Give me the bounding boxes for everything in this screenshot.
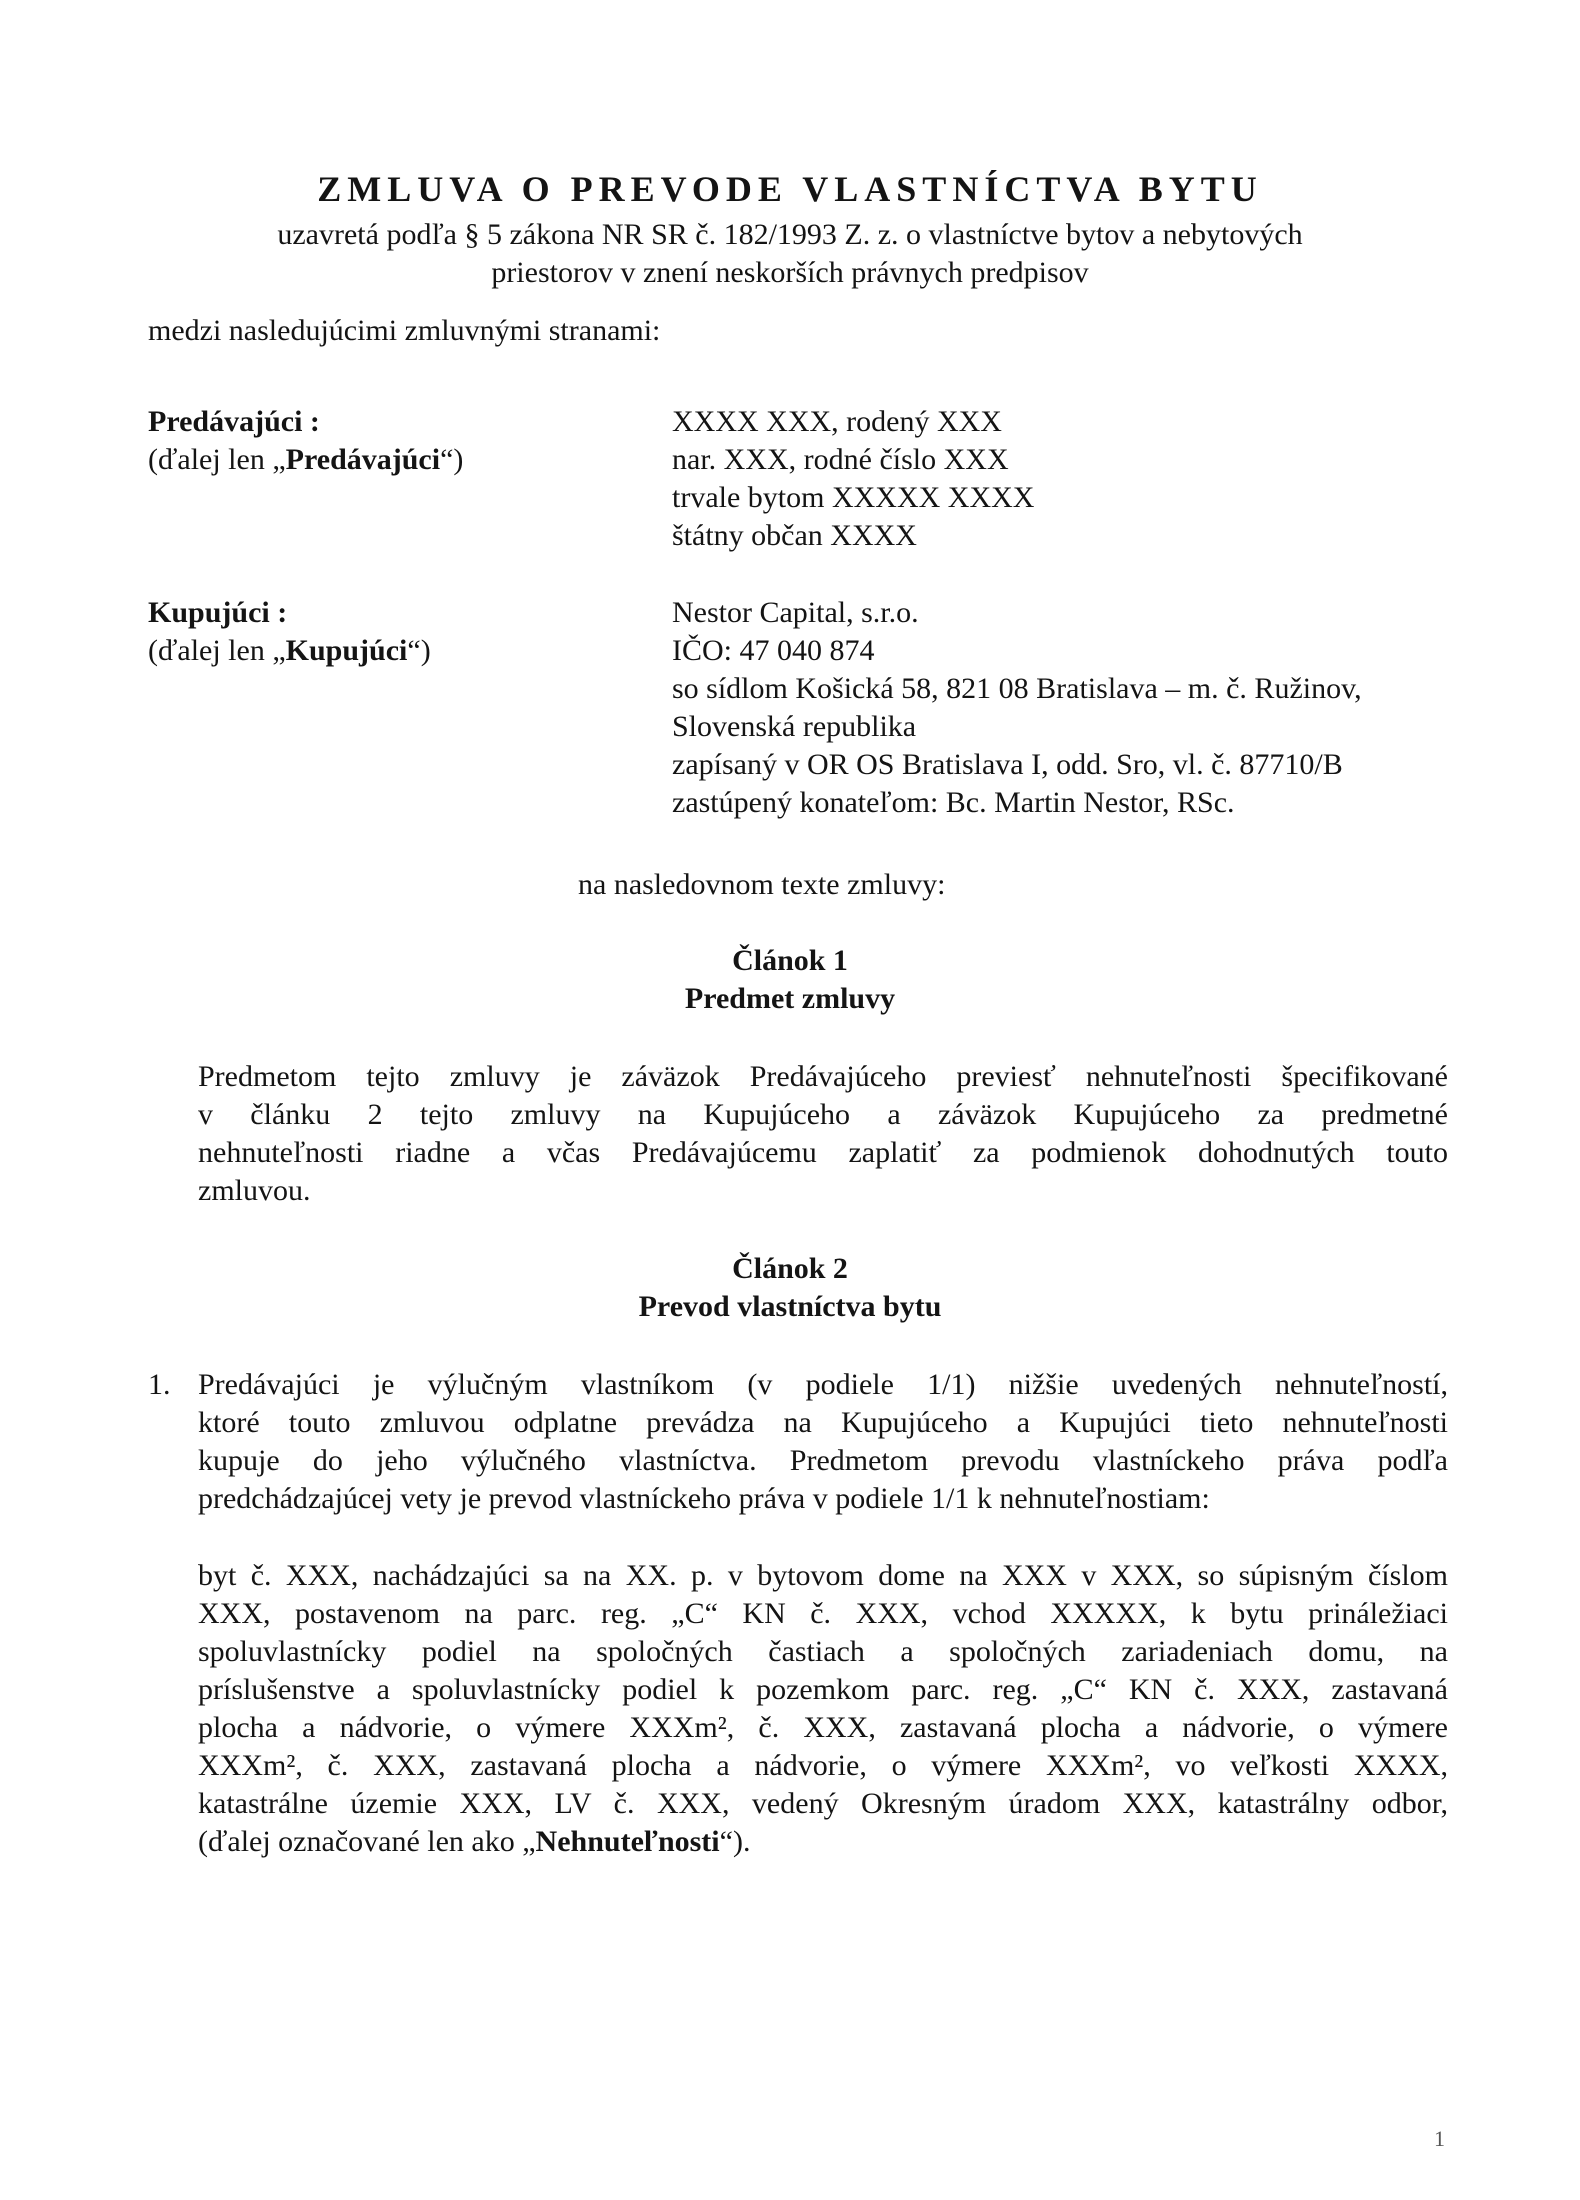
article-2-item-line-4: predchádzajúcej vety je prevod vlastníckeho práva v podiele 1/1 k nehnuteľnostiam:	[198, 1482, 1210, 1515]
buyer-detail-1: Nestor Capital, s.r.o.	[672, 596, 919, 629]
article-2-number: Článok 2	[732, 1252, 848, 1285]
seller-label: Predávajúci :	[148, 405, 320, 438]
article-1-line-3: nehnuteľnosti riadne a včas Predávajúcemu zaplatiť za podmienok dohodnutých touto	[198, 1136, 1448, 1169]
buyer-alias-suffix: “)	[407, 634, 431, 667]
property-line-5: plocha a nádvorie, o výmere XXXm², č. XXX, zastavaná plocha a nádvorie, o výmere	[198, 1711, 1448, 1744]
article-1-line-4: zmluvou.	[198, 1174, 311, 1207]
property-line-2: XXX, postavenom na parc. reg. „C“ KN č. XXX, vchod XXXXX, k bytu prináležiaci	[198, 1597, 1448, 1630]
seller-alias-name: Predávajúci	[285, 443, 441, 476]
property-final-suffix: “).	[719, 1825, 751, 1858]
article-1-heading: Predmet zmluvy	[684, 982, 896, 1015]
article-2-item-number: 1.	[148, 1368, 171, 1401]
buyer-detail-2: IČO: 47 040 874	[672, 634, 875, 667]
article-1-line-1: Predmetom tejto zmluvy je záväzok Predávajúceho previesť nehnuteľnosti špecifikované	[198, 1060, 1448, 1093]
buyer-detail-5: zapísaný v OR OS Bratislava I, odd. Sro, vl. č. 87710/B	[672, 748, 1343, 781]
seller-detail-2: nar. XXX, rodné číslo XXX	[672, 443, 1009, 476]
document-title: ZMLUVA O PREVODE VLASTNÍCTVA BYTU	[317, 169, 1263, 209]
seller-alias	[148, 441, 463, 479]
buyer-label: Kupujúci :	[148, 596, 288, 629]
buyer-detail-6: zastúpený konateľom: Bc. Martin Nestor, RSc.	[672, 786, 1235, 819]
property-final-line	[198, 1823, 750, 1861]
property-line-4: príslušenstve a spoluvlastnícky podiel k pozemkom parc. reg. „C“ KN č. XXX, zastavaná	[198, 1673, 1448, 1706]
property-final-name: Nehnuteľnosti	[535, 1825, 720, 1858]
buyer-alias-name: Kupujúci	[285, 634, 408, 667]
buyer-alias	[148, 632, 431, 670]
seller-alias-prefix: (ďalej len „	[148, 443, 286, 476]
seller-alias-suffix: “)	[440, 443, 464, 476]
subtitle-line-1: uzavretá podľa § 5 zákona NR SR č. 182/1993 Z. z. o vlastníctve bytov a nebytových	[277, 218, 1303, 251]
seller-detail-3: trvale bytom XXXXX XXXX	[672, 481, 1035, 514]
property-line-1: byt č. XXX, nachádzajúci sa na XX. p. v bytovom dome na XXX v XXX, so súpisným číslom	[198, 1559, 1448, 1592]
article-1-line-2: v článku 2 tejto zmluvy na Kupujúceho a záväzok Kupujúceho za predmetné	[198, 1098, 1448, 1131]
subtitle-line-2: priestorov v znení neskorších právnych predpisov	[491, 256, 1089, 289]
property-final-prefix: (ďalej označované len ako „	[198, 1825, 536, 1858]
article-2-item-line-1: Predávajúci je výlučným vlastníkom (v podiele 1/1) nižšie uvedených nehnuteľností,	[198, 1368, 1448, 1401]
buyer-alias-prefix: (ďalej len „	[148, 634, 286, 667]
page-number: 1	[1434, 2126, 1445, 2151]
property-line-7: katastrálne územie XXX, LV č. XXX, vedený Okresným úradom XXX, katastrálny odbor,	[198, 1787, 1448, 1820]
contract-text-intro: na nasledovnom texte zmluvy:	[578, 868, 946, 901]
parties-intro: medzi nasledujúcimi zmluvnými stranami:	[148, 314, 661, 347]
property-line-6: XXXm², č. XXX, zastavaná plocha a nádvorie, o výmere XXXm², vo veľkosti XXXX,	[198, 1749, 1448, 1782]
article-1-number: Článok 1	[732, 944, 848, 977]
seller-detail-1: XXXX XXX, rodený XXX	[672, 405, 1002, 438]
seller-detail-4: štátny občan XXXX	[672, 519, 917, 552]
buyer-detail-3: so sídlom Košická 58, 821 08 Bratislava – m. č. Ružinov,	[672, 672, 1362, 705]
article-2-item-line-3: kupuje do jeho výlučného vlastníctva. Predmetom prevodu vlastníckeho práva podľa	[198, 1444, 1448, 1477]
property-line-3: spoluvlastnícky podiel na spoločných častiach a spoločných zariadeniach domu, na	[198, 1635, 1448, 1668]
article-2-heading: Prevod vlastníctva bytu	[638, 1290, 942, 1323]
article-2-item-line-2: ktoré touto zmluvou odplatne prevádza na Kupujúceho a Kupujúci tieto nehnuteľnosti	[198, 1406, 1448, 1439]
buyer-detail-4: Slovenská republika	[672, 710, 917, 743]
